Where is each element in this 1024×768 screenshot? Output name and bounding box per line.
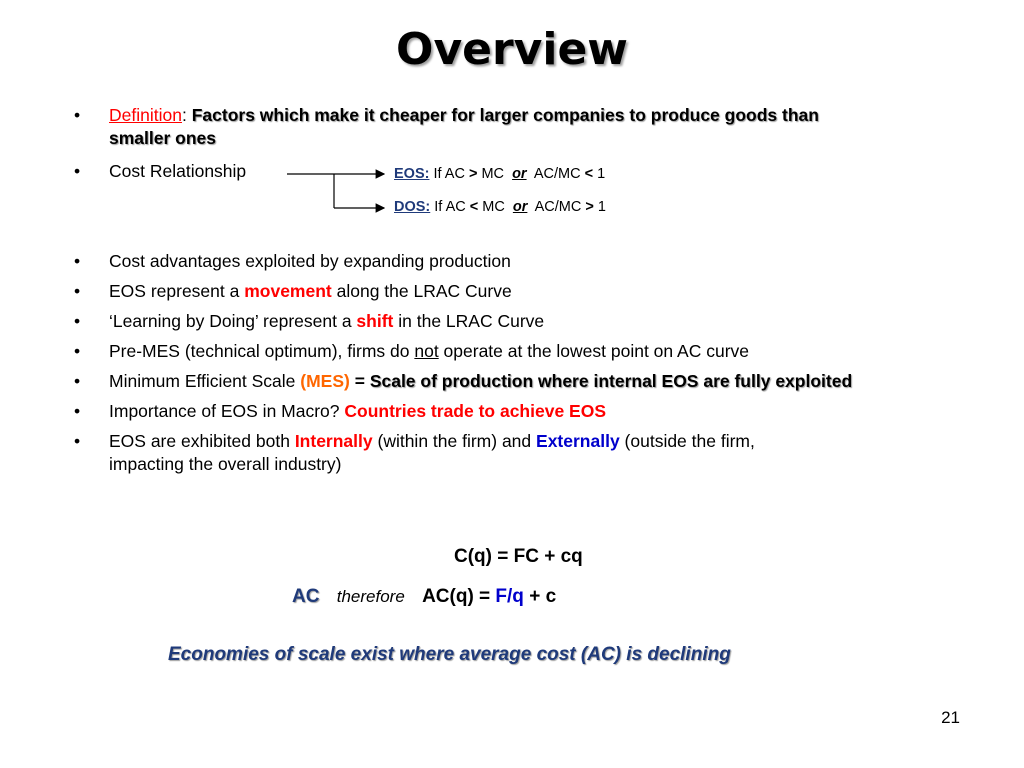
bullet-dot: •	[74, 311, 81, 331]
highlight-internally: Internally	[294, 431, 373, 451]
page-number: 21	[941, 708, 960, 727]
highlight-externally: Externally	[536, 431, 620, 451]
ac-label: AC	[292, 586, 320, 607]
slide: Overview • Definition: Factors which make it cheaper for larger companies to produce goods than smaller ones • Cost Relationship • Cost advantages exploited by expanding production • EOS represent a movement along the LRAC Curve • ‘Learning by Doing’ represent a shift in the LRAC Curve • Pre-MES (technical optimum), firms do not operate at the lowest point on AC curve • Minimum Efficient Scale (MES) = Scale of production where internal EOS are fully exploited • Importance of EOS in Macro? Countries trade to achieve EOS • EOS are exhibited both Internally (within the firm) and Externally (outside the firm, impacting the overall industry) EOS: If AC > MC or AC/MC < 1 DOS: If AC < MC or AC/MC > 1 C(q) = FC + cq AC therefore AC(q) = F/q + c Economies of scale exist where average cost (AC) is declining 21	[0, 0, 1024, 768]
definition-text: Factors which make it cheaper for larger companies to produce goods than	[191, 105, 819, 125]
fixed-over-q: F/q	[495, 586, 524, 607]
bullet-dot: •	[74, 161, 81, 181]
cost-function-formula: C(q) = FC + cq	[454, 546, 583, 567]
page-title: Overview	[396, 24, 628, 75]
definition-text-line2: smaller ones	[109, 128, 216, 148]
bullet-dot: •	[74, 281, 81, 301]
dos-condition: DOS: If AC < MC or AC/MC > 1	[394, 199, 606, 215]
cost-relationship-label: Cost Relationship	[109, 161, 247, 181]
bullet-dot: •	[74, 251, 81, 271]
bullet-dot: •	[74, 341, 81, 361]
bullet-dot: •	[74, 371, 81, 391]
conclusion-text: Economies of scale exist where average cost (AC) is declining	[168, 644, 731, 665]
bullet-dot: •	[74, 431, 81, 451]
highlight-trade: Countries trade to achieve EOS	[344, 401, 606, 421]
mes-abbr: (MES)	[300, 371, 350, 391]
bullet-dot: •	[74, 401, 81, 421]
mes-definition: Scale of production where internal EOS are fully exploited	[369, 371, 853, 391]
highlight-movement: movement	[244, 281, 332, 301]
definition-label: Definition	[109, 105, 182, 125]
highlight-shift: shift	[356, 311, 394, 331]
bullet-dot: •	[74, 105, 81, 125]
eos-condition: EOS: If AC > MC or AC/MC < 1	[394, 166, 606, 182]
therefore-text: therefore	[336, 587, 405, 606]
underlined-not: not	[414, 341, 439, 361]
ac-formula-line: AC therefore AC(q) = F/q + c	[292, 586, 557, 607]
